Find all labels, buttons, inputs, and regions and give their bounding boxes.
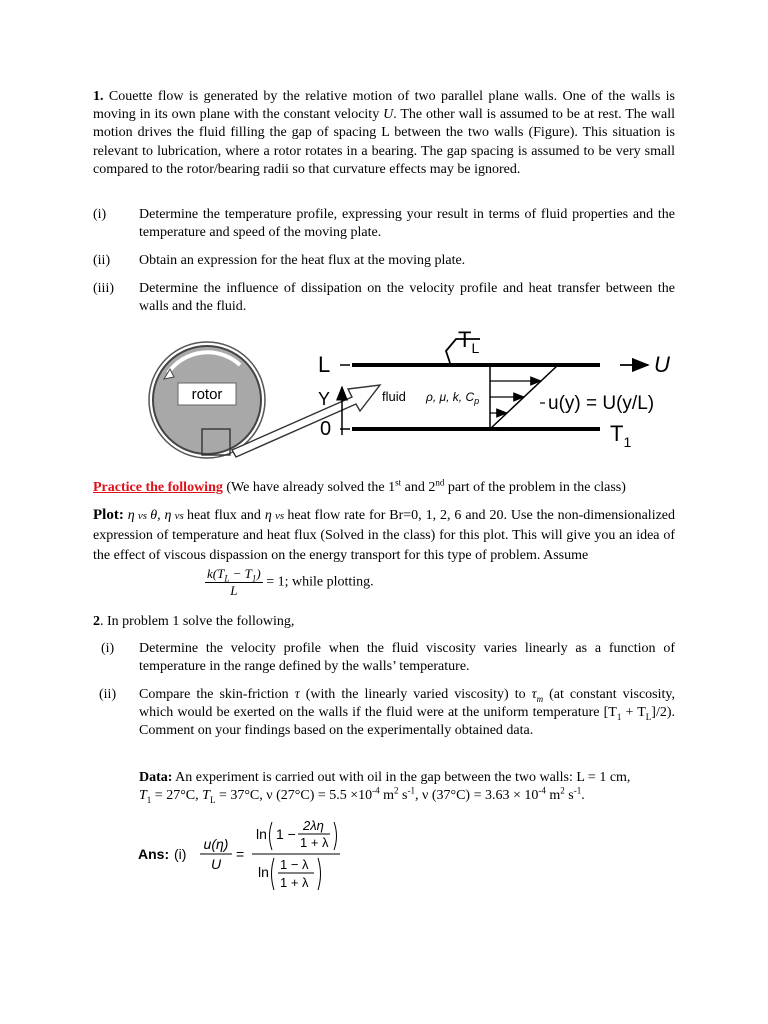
rotor-label: rotor (191, 386, 223, 403)
sup-st: st (395, 477, 402, 488)
eta-symbol: η (264, 508, 272, 523)
item-number: (ii) (93, 253, 111, 268)
vs-text: vs (171, 510, 187, 522)
item-text: Determine the temperature profile, expressing your result in terms of fluid properties and the temperature and speed of the moving plate. (139, 207, 675, 241)
eta-symbol: η (164, 508, 172, 523)
vs-text: vs (134, 510, 151, 522)
problem-1-text-b: . The other wall is assumed to be at rest. The wall motion drives the fluid filling the gap of spacing L between the two walls (Figure). This situation is relevant to lubrication, where a rotor rotates in a bearing. The gap spacing is assumed to be very small compared to the rotor/bearing radii so that curvature effects may be ignored. (93, 107, 675, 177)
fraction-numerator: $k(T_L - T_1)$ (207, 566, 261, 584)
plot-text-c: ; while plotting. (284, 574, 374, 590)
top-numerator: 2λη (303, 818, 324, 833)
bottom-denominator: 1 + λ (280, 875, 309, 890)
theta-symbol: θ, (150, 508, 161, 523)
item-number: (i) (101, 641, 115, 656)
bottom-numerator: 1 − λ (280, 857, 309, 872)
fluid-label: fluid (382, 389, 406, 404)
ln-bottom: ln (258, 864, 269, 880)
item-number: (iii) (93, 281, 114, 296)
item-number: (ii) (99, 687, 117, 702)
couette-flow-figure (140, 325, 680, 475)
plot-text-a: heat flux and (187, 508, 265, 523)
problem-1-number: 1. (93, 89, 104, 104)
plot-assumption-line (93, 566, 675, 599)
lhs-numerator: u(η) (203, 836, 229, 852)
T1-label: $T_1$ (610, 421, 632, 450)
y-axis-label: Y (318, 389, 331, 409)
problem-1-text-a: Couette flow is generated by the relative motion of two parallel plane walls. One of the walls is moving in its own plane with the constant velocity (93, 89, 676, 123)
U-label: U (654, 352, 670, 377)
L-label: L (318, 352, 331, 377)
equals-one: = 1 (262, 574, 285, 590)
plot-paragraph (93, 505, 675, 566)
plot-label: Plot: (93, 507, 124, 523)
practice-heading: Practice the following (93, 480, 223, 495)
velocity-symbol: U (383, 107, 394, 123)
assumption-fraction (205, 566, 263, 599)
item-text: Determine the influence of dissipation on the velocity profile and heat transfer between the walls and the fluid. (139, 281, 675, 315)
sup-nd: nd (435, 477, 445, 488)
practice-text-a: (We have already solved the 1 (222, 480, 396, 495)
ans-part: (i) (174, 846, 187, 862)
fraction-denominator: L (230, 583, 238, 598)
top-denominator: 1 + λ (300, 835, 329, 850)
lhs-denominator: U (210, 856, 222, 872)
TL-label: $T_L$ (458, 327, 480, 356)
item-number: (i) (93, 207, 107, 222)
item-text: Compare the skin-friction τ (with the linearly varied viscosity) to $\tau_m$ (at constant viscosity, which would be exerted on the walls if the fluid were at the uniform temperature $[T_1 + T_L]/2$). Comment on your findings based on the experimentally obtained data. (139, 687, 675, 739)
equals-sign: = (236, 846, 245, 862)
problem-2-intro (93, 613, 675, 631)
problem-2-number: 2 (93, 614, 100, 629)
data-text: Data: An experiment is carried out with oil in the gap between the two walls: L = 1 cm, $T_1 = 27^\circ C$, $T_L = 37^\circ C$, ν $(27^\circ C) = 5.5 \times 10^{-4}$ $m^2$ $s^{-1}$, ν $(37^\circ C) = 3.63 \times 10^{-4}$ $m^2$ $s^{-1}$. (139, 770, 631, 805)
vs-text: vs (271, 510, 288, 522)
eta-symbol: η (127, 508, 135, 523)
ln-top: ln (256, 826, 267, 842)
item-text: Obtain an expression for the heat flux at the moving plate. (139, 253, 466, 268)
fluid-properties-label: ρ, μ, k, $C_p$ (426, 390, 480, 406)
practice-text-b: and 2 (401, 480, 436, 495)
item-text: Determine the velocity profile when the fluid viscosity varies linearly as a function of temperature in the range defined by the walls’ temperature. (139, 641, 675, 675)
answer-equation (138, 814, 358, 896)
problem-1-paragraph (93, 88, 675, 179)
one-minus: 1 − (276, 826, 296, 842)
ans-label: Ans: (138, 846, 170, 862)
problem-2-intro-text: . In problem 1 solve the following, (100, 614, 295, 629)
practice-line (93, 479, 675, 497)
plot-text-b: heat flow rate for Br=0, 1, 2, 6 and 20. Use the non-dimensionalized expression of temperature and heat flux (Solved in the class) for this plot. This will give you an idea of the effect of viscous dispassion on the energy transport for this type of problem. Assume (93, 508, 676, 563)
practice-text-c: part of the problem in the class) (444, 480, 626, 495)
zero-label: 0 (320, 418, 332, 440)
velocity-profile-label: u(y) = U(y/L) (548, 393, 655, 414)
rotor-bearing-drawing (149, 342, 380, 458)
